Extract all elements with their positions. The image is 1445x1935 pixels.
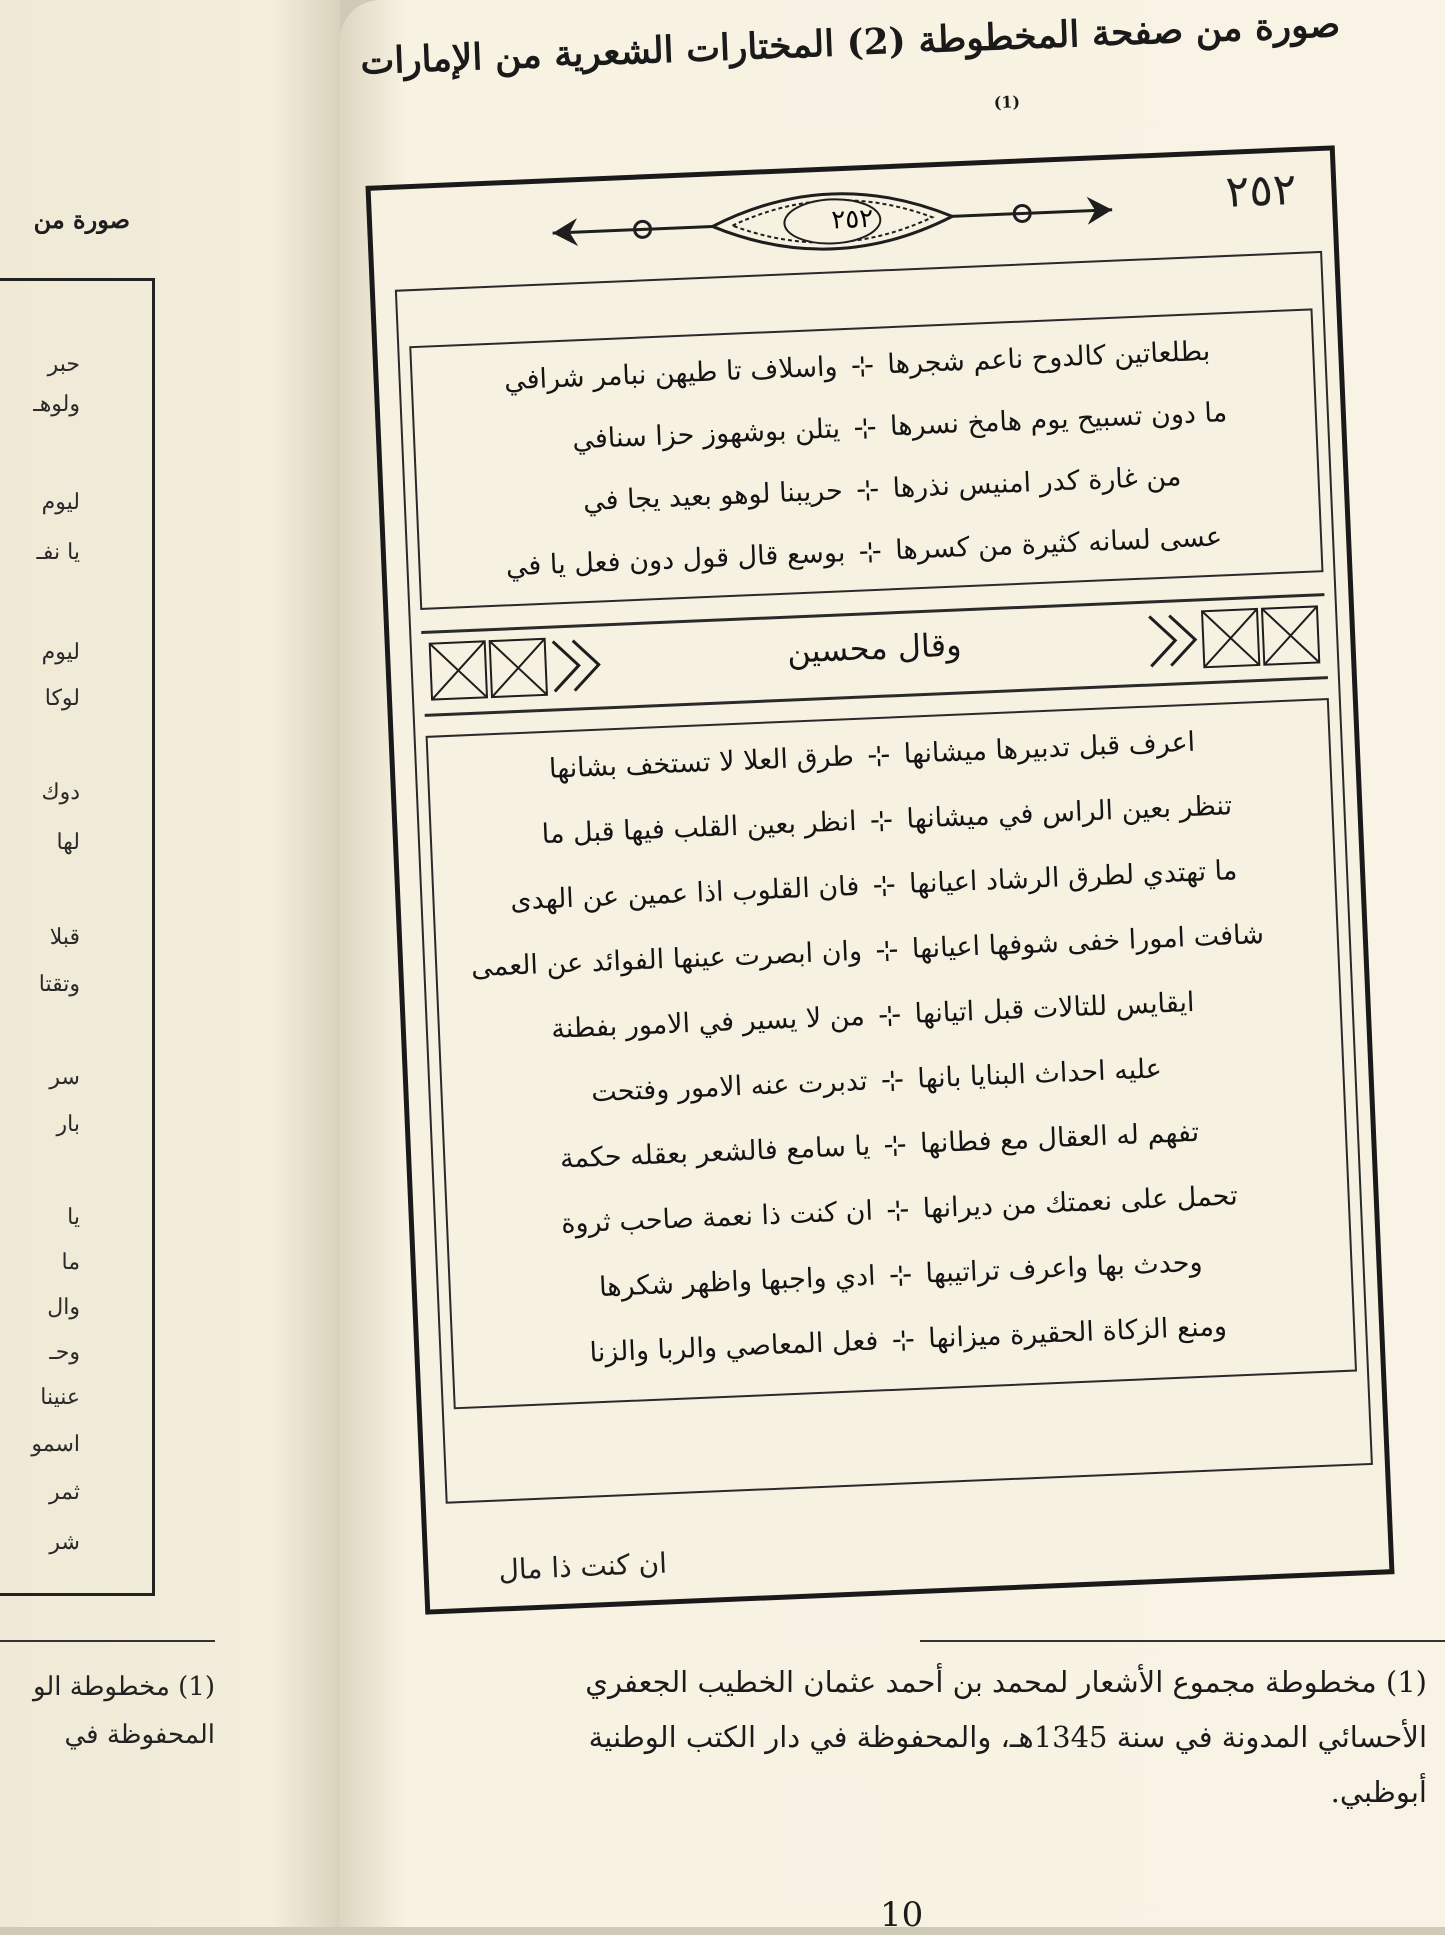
verse-hemistich: واسلاف تا طيهن نبامر شرافي (503, 350, 839, 396)
left-footnote-rule (0, 1640, 215, 1642)
left-fragment: وحـ (49, 1340, 80, 1365)
verse-hemistich: ايقايس للتالات قبل اتيانها (913, 986, 1196, 1030)
verse-hemistich: وان ابصرت عينها الفوائد عن العمى (470, 935, 863, 983)
verse-hemistich: ان كنت ذا نعمة صاحب ثروة (560, 1195, 874, 1240)
verse-hemistich: حريبنا لوهو بعيد يجا في (582, 474, 844, 517)
verse-hemistich: ما تهتدي لطرق الرشاد اعيانها (908, 854, 1238, 900)
left-fragment: ثمر (49, 1480, 80, 1505)
verse-hemistich: بوسع قال قول دون فعل يا في (505, 536, 846, 582)
verse-separator: ⊹ (877, 997, 903, 1032)
banner-title: وقال محسين (786, 625, 963, 671)
footnote-line: أبوظبي. (1330, 1775, 1427, 1809)
footnote-line: (1) مخطوطة مجموع الأشعار لمحمد بن أحمد عثمان الخطيب الجعفري (585, 1665, 1427, 1699)
verse-hemistich: فان القلوب اذا عمين عن الهدى (509, 870, 860, 916)
left-footnote-line: (1) مخطوطة الو (32, 1672, 215, 1702)
verse-hemistich: يا سامع فالشعر بعقله حكمة (559, 1130, 871, 1175)
verse-hemistich: عسى لسانه كثيرة من كسرها (894, 520, 1223, 566)
verse-hemistich: تدبرت عنه الامور وفتحت (590, 1065, 869, 1108)
verse-hemistich: يتلن بوشهوز حزا سنافي (571, 412, 841, 455)
banner-ornament-right (1139, 604, 1321, 671)
verse-separator: ⊹ (885, 1192, 911, 1227)
footnote-rule (920, 1640, 1445, 1642)
verse-hemistich: ادي واجبها واظهر شكرها (598, 1260, 877, 1303)
medallion-number: ٢٥٢ (830, 203, 874, 236)
verse-separator: ⊹ (857, 534, 883, 569)
verse-separator: ⊹ (855, 472, 881, 507)
verse-hemistich: تنظر بعين الراس في ميشانها (905, 789, 1233, 835)
verse-separator: ⊹ (852, 410, 878, 445)
verse-separator: ⊹ (879, 1062, 905, 1097)
verse-hemistich: وحدث بها واعرف تراتيبها (924, 1246, 1204, 1289)
left-footnote-line: المحفوظة في (64, 1720, 215, 1750)
verse-hemistich: تفهم له العقال مع فطانها (919, 1116, 1200, 1160)
footnote-line: الأحسائي المدونة في سنة 1345هـ، والمحفوظة في دار الكتب الوطنية (588, 1720, 1427, 1754)
closing-line: ان كنت ذا مال (497, 1546, 668, 1587)
left-fragment: قبلا (49, 925, 80, 950)
left-page (0, 0, 340, 1927)
verse-hemistich: من غارة كدر امنيس نذرها (891, 460, 1182, 504)
left-fragment: ليوم (41, 490, 80, 515)
verse-separator: ⊹ (850, 348, 875, 383)
left-fragment: لها (56, 830, 80, 855)
verse-separator: ⊹ (888, 1257, 913, 1292)
left-fragment: بار (56, 1112, 80, 1137)
left-page-title: صورة من (33, 205, 130, 234)
left-fragment: حبر (47, 352, 80, 377)
verse-hemistich: تحمل على نعمتك من ديرانها (922, 1179, 1239, 1224)
section-banner (421, 593, 1328, 717)
verse-separator: ⊹ (869, 802, 894, 837)
folio-number: ٢٥٢ (1224, 163, 1298, 218)
left-fragment: اسمو (31, 1432, 80, 1457)
verse-hemistich: عليه احداث البنايا بانها (916, 1052, 1163, 1095)
verse-hemistich: بطلعاتين كالدوح ناعم شجرها (886, 335, 1211, 380)
verse-hemistich: شافت امورا خفى شوفها اعيانها (911, 918, 1265, 965)
verse-hemistich: طرق العلا لا تستخف بشانها (548, 740, 855, 785)
left-fragment: لوكا (44, 686, 80, 711)
verse-hemistich: ومنع الزكاة الحقيرة ميزانها (927, 1310, 1228, 1354)
verse-separator: ⊹ (890, 1322, 916, 1357)
left-fragment: يا (67, 1205, 80, 1230)
verse-separator: ⊹ (871, 867, 897, 902)
left-fragment: دوك (41, 780, 80, 805)
left-fragment: وتقتا (38, 972, 80, 997)
left-fragment: سر (49, 1065, 80, 1090)
title-footnote-marker: (1) (993, 92, 1021, 113)
verse-separator: ⊹ (874, 932, 900, 967)
verse-hemistich: فعل المعاصي والربا والزنا (588, 1324, 879, 1369)
manuscript-frame (365, 145, 1394, 1614)
left-fragment: عنينا (40, 1385, 80, 1410)
left-fragment: يا نفـ (36, 540, 80, 565)
left-fragment: شر (49, 1530, 80, 1555)
verse-block-1 (409, 308, 1323, 610)
verse-separator: ⊹ (866, 737, 892, 772)
verse-hemistich: ما دون تسبيح يوم هامخ نسرها (889, 396, 1228, 442)
page-number: 10 (880, 1895, 924, 1935)
verse-hemistich: انظر بعين القلب فيها قبل ما (541, 805, 858, 850)
manuscript-inner-frame (395, 251, 1373, 1504)
banner-ornament-left (428, 634, 610, 701)
verse-hemistich: اعرف قبل تدبيرها ميشانها (903, 726, 1196, 770)
left-fragment: ولوهـ (33, 392, 80, 417)
left-fragment: ليوم (41, 640, 80, 665)
verse-block-2 (426, 698, 1357, 1409)
verse-separator: ⊹ (882, 1127, 908, 1162)
left-fragment: وال (47, 1295, 80, 1320)
verse-hemistich: من لا يسير في الامور بفطنة (550, 1000, 866, 1045)
page-title: صورة من صفحة المخطوطة (2) المختارات الشعرية من الإمارات (359, 3, 1341, 83)
left-fragment: ما (61, 1250, 80, 1275)
